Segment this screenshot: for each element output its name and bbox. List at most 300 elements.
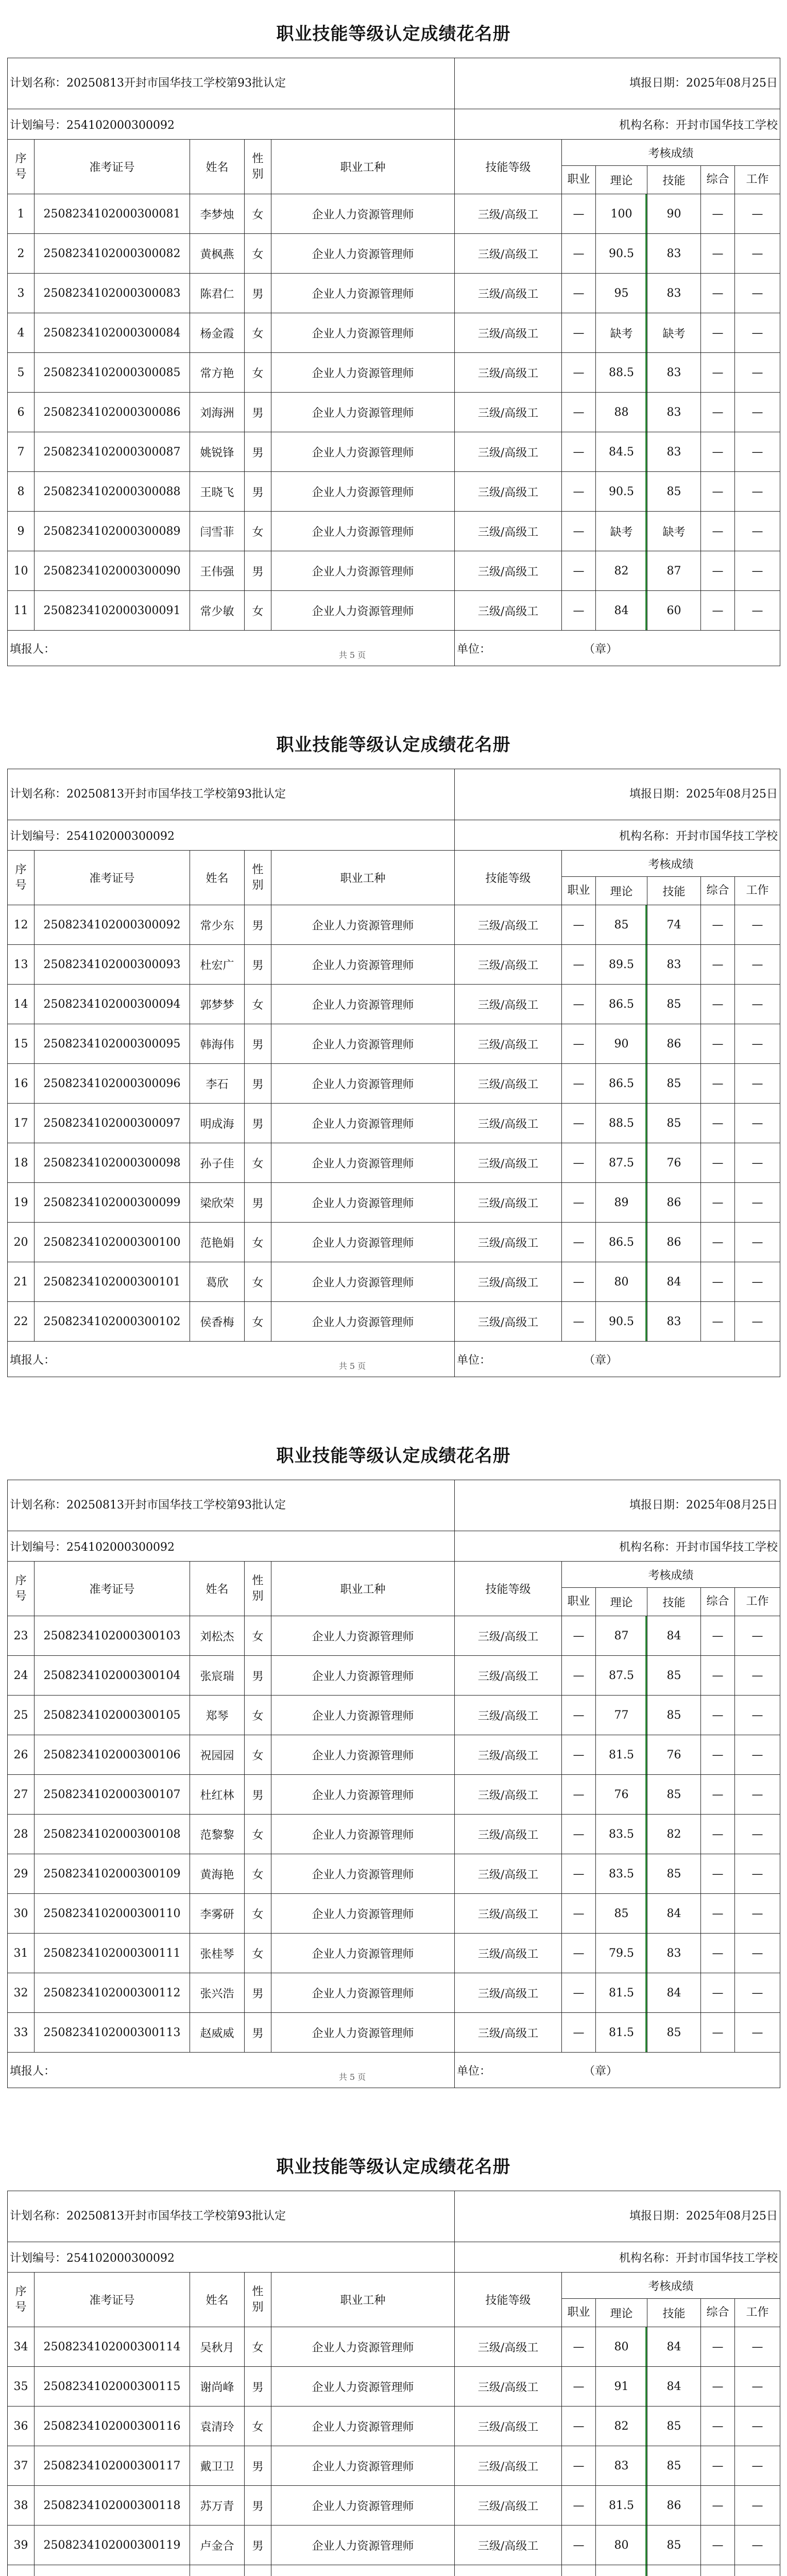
table-row [8, 1223, 780, 1262]
gender-cell: 男 [245, 1064, 271, 1104]
org-cell [455, 820, 780, 851]
gender-cell: 女 [245, 2406, 271, 2446]
theory-cell: 82 [596, 2406, 647, 2446]
occupation-cell: 企业人力资源管理师 [271, 591, 455, 631]
vocational-cell: — [562, 1302, 596, 1342]
vocational-cell: — [562, 1143, 596, 1183]
name-cell [190, 2565, 245, 2576]
skill-cell: 82 [647, 1815, 701, 1854]
level-cell: 三级/高级工 [455, 1143, 562, 1183]
comprehensive-cell: — [701, 1223, 735, 1262]
cand-no-cell: 2508234102000300089 [35, 512, 190, 551]
level-cell: 三级/高级工 [455, 985, 562, 1024]
comprehensive-cell: — [701, 2406, 735, 2446]
org-label: 机构名称： [619, 829, 676, 843]
plan-no-cell [8, 109, 455, 140]
seq-cell: 29 [8, 1854, 35, 1894]
occupation-cell: 企业人力资源管理师 [271, 1024, 455, 1064]
comprehensive-cell: — [701, 313, 735, 353]
vocational-cell: — [562, 234, 596, 274]
table-row [8, 1024, 780, 1064]
work-cell: — [735, 1735, 780, 1775]
comprehensive-cell: — [701, 234, 735, 274]
gender-cell: 男 [245, 1656, 271, 1696]
table-row [8, 1143, 780, 1183]
seq-cell: 9 [8, 512, 35, 551]
work-cell: — [735, 512, 780, 551]
occupation-cell: 企业人力资源管理师 [271, 551, 455, 591]
occupation-cell: 企业人力资源管理师 [271, 1302, 455, 1342]
seq-cell: 5 [8, 353, 35, 393]
theory-cell: 88.5 [596, 353, 647, 393]
occupation-cell: 企业人力资源管理师 [271, 1735, 455, 1775]
theory-cell: 84 [596, 591, 647, 631]
roster-table [7, 769, 780, 1377]
skill-cell: 87 [647, 551, 701, 591]
work-cell: — [735, 353, 780, 393]
name-cell: 范艳娟 [190, 1223, 245, 1262]
header-vocational: 职业 [562, 877, 596, 905]
seq-cell: 17 [8, 1104, 35, 1143]
plan-no-label: 计划编号： [10, 118, 67, 132]
name-cell: 郑琴 [190, 1696, 245, 1735]
table-row [8, 591, 780, 631]
seq-cell: 33 [8, 2013, 35, 2053]
level-cell: 三级/高级工 [455, 2013, 562, 2053]
seq-cell: 39 [8, 2526, 35, 2565]
table-row [8, 1815, 780, 1854]
level-cell: 三级/高级工 [455, 2446, 562, 2486]
plan-no-cell [8, 1531, 455, 1562]
comprehensive-cell: — [701, 393, 735, 432]
level-cell: 三级/高级工 [455, 432, 562, 472]
gender-cell: 男 [245, 1183, 271, 1223]
occupation-cell: 企业人力资源管理师 [271, 1616, 455, 1656]
vocational-cell: — [562, 2526, 596, 2565]
level-cell: 三级/高级工 [455, 551, 562, 591]
cand-no-cell: 2508234102000300087 [35, 432, 190, 472]
vocational-cell: — [562, 945, 596, 985]
comprehensive-cell: — [701, 985, 735, 1024]
header-skill: 技能 [647, 166, 701, 194]
seq-cell: 11 [8, 591, 35, 631]
fill-date-cell [455, 58, 780, 109]
table-row [8, 1696, 780, 1735]
work-cell: — [735, 2446, 780, 2486]
gender-cell: 女 [245, 2327, 271, 2367]
level-cell: 三级/高级工 [455, 905, 562, 945]
comprehensive-cell: — [701, 1064, 735, 1104]
plan-no: 254102000300092 [66, 1540, 175, 1554]
vocational-cell: — [562, 551, 596, 591]
header-cand-no: 准考证号 [35, 2273, 190, 2327]
theory-cell: 缺考 [596, 512, 647, 551]
skill-cell: 86 [647, 1024, 701, 1064]
occupation-cell: 企业人力资源管理师 [271, 1656, 455, 1696]
level-cell: 三级/高级工 [455, 2406, 562, 2446]
work-cell: — [735, 1696, 780, 1735]
skill-cell: 85 [647, 2526, 701, 2565]
cand-no-cell [35, 2565, 190, 2576]
name-cell: 杜红林 [190, 1775, 245, 1815]
roster-rows [8, 905, 780, 1342]
vocational-cell: — [562, 2486, 596, 2526]
comprehensive-cell: — [701, 2526, 735, 2565]
cand-no-cell: 2508234102000300102 [35, 1302, 190, 1342]
level-cell: 三级/高级工 [455, 1223, 562, 1262]
cand-no-cell: 2508234102000300105 [35, 1696, 190, 1735]
theory-cell: 80 [596, 1262, 647, 1302]
org-cell [455, 2242, 780, 2273]
cand-no-cell: 2508234102000300100 [35, 1223, 190, 1262]
cand-no-cell: 2508234102000300097 [35, 1104, 190, 1143]
header-occupation: 职业工种 [271, 851, 455, 905]
vocational-cell: — [562, 1656, 596, 1696]
header-seq: 序号 [8, 2273, 35, 2327]
seq-cell [8, 2565, 35, 2576]
vocational-cell: — [562, 1183, 596, 1223]
seq-cell: 36 [8, 2406, 35, 2446]
comprehensive-cell: — [701, 1302, 735, 1342]
work-cell: — [735, 1775, 780, 1815]
occupation-cell: 企业人力资源管理师 [271, 1894, 455, 1934]
table-row [8, 2327, 780, 2367]
level-cell: 三级/高级工 [455, 591, 562, 631]
header-theory: 理论 [596, 2299, 647, 2327]
work-cell: — [735, 393, 780, 432]
theory-cell: 80 [596, 2526, 647, 2565]
name-cell: 黄海艳 [190, 1854, 245, 1894]
work-cell: — [735, 472, 780, 512]
vocational-cell: — [562, 274, 596, 313]
fill-date: 2025年08月25日 [686, 2210, 778, 2223]
comprehensive-cell: — [701, 1656, 735, 1696]
skill-cell: 85 [647, 1104, 701, 1143]
skill-cell: 74 [647, 905, 701, 945]
cand-no-cell: 2508234102000300083 [35, 274, 190, 313]
unit-label: 单位： [457, 2064, 491, 2078]
level-cell: 三级/高级工 [455, 1934, 562, 1973]
comprehensive-cell: — [701, 1973, 735, 2013]
occupation-cell: 企业人力资源管理师 [271, 945, 455, 985]
work-cell: — [735, 1616, 780, 1656]
gender-cell: 女 [245, 1302, 271, 1342]
occupation-cell: 企业人力资源管理师 [271, 2327, 455, 2367]
work-cell: — [735, 194, 780, 234]
theory-cell: 100 [596, 194, 647, 234]
theory-cell: 83 [596, 2446, 647, 2486]
comprehensive-cell: — [701, 905, 735, 945]
vocational-cell: — [562, 472, 596, 512]
comprehensive-cell: — [701, 1262, 735, 1302]
comprehensive-cell: — [701, 945, 735, 985]
roster-table [7, 58, 780, 666]
plan-name-cell [8, 2191, 455, 2242]
level-cell: 三级/高级工 [455, 1815, 562, 1854]
skill-cell: 90 [647, 194, 701, 234]
gender-cell: 女 [245, 1854, 271, 1894]
theory-cell: 90.5 [596, 472, 647, 512]
skill-cell: 83 [647, 393, 701, 432]
org-cell [455, 1531, 780, 1562]
comprehensive-cell: — [701, 591, 735, 631]
name-cell: 杨金霞 [190, 313, 245, 353]
theory-cell: 84.5 [596, 432, 647, 472]
occupation-cell: 企业人力资源管理师 [271, 2526, 455, 2565]
occupation-cell: 企业人力资源管理师 [271, 1143, 455, 1183]
gender-cell: 女 [245, 1934, 271, 1973]
unit-cell [455, 2053, 780, 2088]
seq-cell: 4 [8, 313, 35, 353]
gender-cell: 女 [245, 1894, 271, 1934]
skill-cell: 84 [647, 2327, 701, 2367]
theory-cell: 95 [596, 274, 647, 313]
vocational-cell: — [562, 194, 596, 234]
work-cell [735, 2565, 780, 2576]
level-cell: 三级/高级工 [455, 1183, 562, 1223]
theory-cell: 83.5 [596, 1815, 647, 1854]
name-cell: 常少敏 [190, 591, 245, 631]
name-cell: 袁清玲 [190, 2406, 245, 2446]
fill-date: 2025年08月25日 [686, 788, 778, 801]
plan-name-cell [8, 58, 455, 109]
table-row [8, 1735, 780, 1775]
header-seq: 序号 [8, 1562, 35, 1616]
gender-cell: 女 [245, 512, 271, 551]
gender-cell: 男 [245, 905, 271, 945]
name-cell: 姚锐锋 [190, 432, 245, 472]
header-theory: 理论 [596, 1588, 647, 1616]
theory-cell: 90 [596, 1024, 647, 1064]
plan-name-label: 计划名称： [10, 1499, 67, 1512]
level-cell: 三级/高级工 [455, 1104, 562, 1143]
gender-cell: 女 [245, 234, 271, 274]
plan-no-cell [8, 2242, 455, 2273]
work-cell: — [735, 1223, 780, 1262]
level-cell: 三级/高级工 [455, 274, 562, 313]
level-cell: 三级/高级工 [455, 472, 562, 512]
skill-cell: 85 [647, 2013, 701, 2053]
occupation-cell: 企业人力资源管理师 [271, 1104, 455, 1143]
header-name: 姓名 [190, 2273, 245, 2327]
skill-cell: 85 [647, 472, 701, 512]
theory-cell: 87.5 [596, 1143, 647, 1183]
work-cell: — [735, 1104, 780, 1143]
vocational-cell: — [562, 1735, 596, 1775]
theory-cell: 90.5 [596, 1302, 647, 1342]
vocational-cell: — [562, 1934, 596, 1973]
header-comprehensive: 综合 [701, 877, 735, 905]
gender-cell: 女 [245, 194, 271, 234]
skill-cell: 85 [647, 1064, 701, 1104]
work-cell: — [735, 905, 780, 945]
seq-cell: 19 [8, 1183, 35, 1223]
fill-date-label: 填报日期： [629, 2210, 687, 2223]
header-occupation: 职业工种 [271, 1562, 455, 1616]
vocational-cell: — [562, 1815, 596, 1854]
seq-cell: 35 [8, 2367, 35, 2406]
name-cell: 郭梦梦 [190, 985, 245, 1024]
page-title: 职业技能等级认定成绩花名册 [276, 1446, 511, 1466]
header-level: 技能等级 [455, 2273, 562, 2327]
skill-cell: 86 [647, 1183, 701, 1223]
gender-cell: 女 [245, 985, 271, 1024]
vocational-cell: — [562, 432, 596, 472]
header-scores: 考核成绩 [562, 140, 780, 166]
org-name: 开封市国华技工学校 [675, 829, 778, 843]
work-cell: — [735, 2526, 780, 2565]
name-cell: 李梦烛 [190, 194, 245, 234]
gender-cell: 女 [245, 1616, 271, 1656]
cand-no-cell: 2508234102000300116 [35, 2406, 190, 2446]
page-count: 共 5 页 [338, 650, 366, 660]
cand-no-cell: 2508234102000300104 [35, 1656, 190, 1696]
comprehensive-cell: — [701, 1735, 735, 1775]
name-cell: 李雾研 [190, 1894, 245, 1934]
seq-cell: 16 [8, 1064, 35, 1104]
theory-cell: 88.5 [596, 1104, 647, 1143]
name-cell: 常少东 [190, 905, 245, 945]
skill-cell: 85 [647, 1656, 701, 1696]
work-cell: — [735, 1854, 780, 1894]
name-cell: 闫雪菲 [190, 512, 245, 551]
header-level: 技能等级 [455, 851, 562, 905]
work-cell: — [735, 1894, 780, 1934]
seq-cell: 38 [8, 2486, 35, 2526]
occupation-cell: 企业人力资源管理师 [271, 2013, 455, 2053]
plan-name-cell [8, 769, 455, 820]
theory-cell: 86.5 [596, 1064, 647, 1104]
seq-cell: 20 [8, 1223, 35, 1262]
cand-no-cell: 2508234102000300110 [35, 1894, 190, 1934]
comprehensive-cell: — [701, 1854, 735, 1894]
seq-cell: 15 [8, 1024, 35, 1064]
work-cell: — [735, 1024, 780, 1064]
header-comprehensive: 综合 [701, 2299, 735, 2327]
table-row [8, 1894, 780, 1934]
skill-cell: 83 [647, 1934, 701, 1973]
occupation-cell: 企业人力资源管理师 [271, 353, 455, 393]
cand-no-cell: 2508234102000300113 [35, 2013, 190, 2053]
vocational-cell: — [562, 512, 596, 551]
header-work: 工作 [735, 877, 780, 905]
header-work: 工作 [735, 166, 780, 194]
skill-cell: 83 [647, 234, 701, 274]
comprehensive-cell: — [701, 1616, 735, 1656]
header-vocational: 职业 [562, 1588, 596, 1616]
theory-cell: 81.5 [596, 2486, 647, 2526]
level-cell: 三级/高级工 [455, 1854, 562, 1894]
plan-name: 20250813开封市国华技工学校第93批认定 [66, 788, 286, 801]
name-cell: 祝园园 [190, 1735, 245, 1775]
plan-no: 254102000300092 [66, 118, 175, 132]
plan-no-label: 计划编号： [10, 2251, 67, 2265]
vocational-cell: — [562, 985, 596, 1024]
name-cell: 葛欣 [190, 1262, 245, 1302]
header-skill: 技能 [647, 2299, 701, 2327]
vocational-cell: — [562, 1104, 596, 1143]
work-cell: — [735, 1815, 780, 1854]
level-cell: 三级/高级工 [455, 234, 562, 274]
seq-cell: 22 [8, 1302, 35, 1342]
seq-cell: 3 [8, 274, 35, 313]
cand-no-cell: 2508234102000300081 [35, 194, 190, 234]
header-cand-no: 准考证号 [35, 140, 190, 194]
occupation-cell: 企业人力资源管理师 [271, 1696, 455, 1735]
vocational-cell: — [562, 353, 596, 393]
comprehensive-cell [701, 2565, 735, 2576]
name-cell: 赵威威 [190, 2013, 245, 2053]
work-cell: — [735, 1262, 780, 1302]
theory-cell: 88 [596, 393, 647, 432]
occupation-cell: 企业人力资源管理师 [271, 512, 455, 551]
level-cell: 三级/高级工 [455, 313, 562, 353]
header-work: 工作 [735, 2299, 780, 2327]
theory-cell: 86.5 [596, 1223, 647, 1262]
fill-date: 2025年08月25日 [686, 1499, 778, 1512]
roster-page [7, 10, 780, 666]
work-cell: — [735, 1934, 780, 1973]
comprehensive-cell: — [701, 1143, 735, 1183]
gender-cell: 男 [245, 2526, 271, 2565]
header-work: 工作 [735, 1588, 780, 1616]
occupation-cell: 企业人力资源管理师 [271, 2367, 455, 2406]
vocational-cell: — [562, 1894, 596, 1934]
plan-no: 254102000300092 [66, 829, 175, 843]
occupation-cell: 企业人力资源管理师 [271, 1775, 455, 1815]
table-row [8, 1616, 780, 1656]
vocational-cell: — [562, 1696, 596, 1735]
level-cell: 三级/高级工 [455, 1735, 562, 1775]
work-cell: — [735, 1656, 780, 1696]
table-row [8, 1973, 780, 2013]
table-row [8, 353, 780, 393]
table-row [8, 2013, 780, 2053]
vocational-cell [562, 2565, 596, 2576]
gender-cell: 男 [245, 1973, 271, 2013]
work-cell: — [735, 313, 780, 353]
comprehensive-cell: — [701, 1894, 735, 1934]
table-row [8, 1775, 780, 1815]
plan-name: 20250813开封市国华技工学校第93批认定 [66, 77, 286, 90]
skill-cell: 缺考 [647, 512, 701, 551]
vocational-cell: — [562, 1973, 596, 2013]
name-cell: 明成海 [190, 1104, 245, 1143]
theory-cell: 缺考 [596, 313, 647, 353]
seq-cell: 25 [8, 1696, 35, 1735]
table-row [8, 274, 780, 313]
skill-cell: 76 [647, 1143, 701, 1183]
gender-cell: 女 [245, 591, 271, 631]
header-skill: 技能 [647, 1588, 701, 1616]
theory-cell: 77 [596, 1696, 647, 1735]
theory-cell: 82 [596, 551, 647, 591]
vocational-cell: — [562, 2327, 596, 2367]
vocational-cell: — [562, 2367, 596, 2406]
seq-cell: 32 [8, 1973, 35, 2013]
skill-cell: 83 [647, 1302, 701, 1342]
gender-cell: 男 [245, 274, 271, 313]
name-cell: 梁欣荣 [190, 1183, 245, 1223]
header-name: 姓名 [190, 140, 245, 194]
cand-no-cell: 2508234102000300091 [35, 591, 190, 631]
level-cell: 三级/高级工 [455, 1616, 562, 1656]
plan-no-label: 计划编号： [10, 1540, 67, 1554]
table-row [8, 551, 780, 591]
seq-cell: 18 [8, 1143, 35, 1183]
work-cell: — [735, 1302, 780, 1342]
work-cell: — [735, 2013, 780, 2053]
